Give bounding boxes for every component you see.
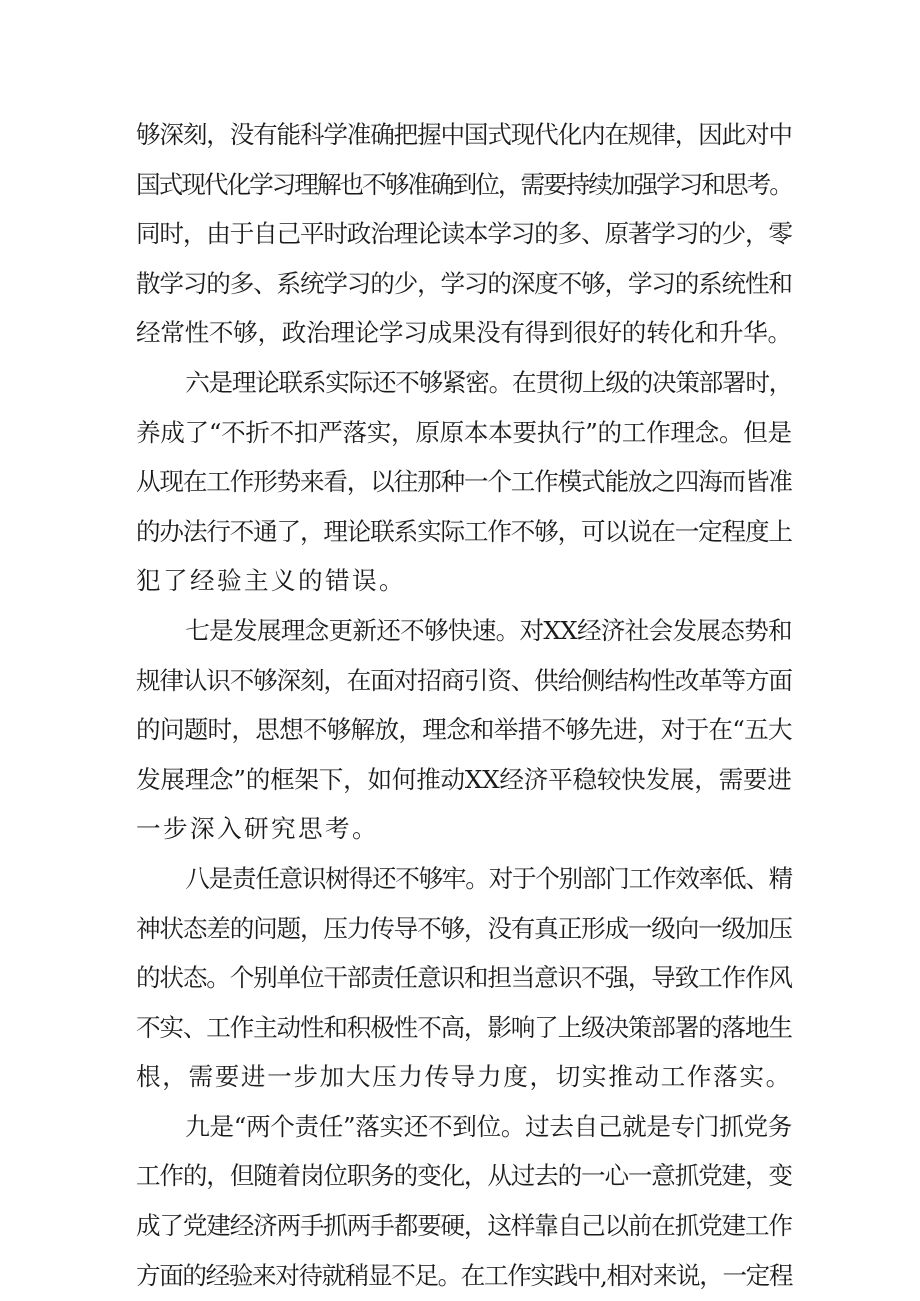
text-line: 够深刻，没有能科学准确把握中国式现代化内在规律，因此对中: [136, 120, 792, 149]
text-line: 散学习的多、系统学习的少，学习的深度不够，学习的系统性和: [136, 268, 792, 298]
text-line: 成了党建经济两手抓两手都要硬，这样靠自己以前在抓党建工作: [136, 1211, 792, 1241]
text-line: 的状态。个别单位干部责任意识和担当意识不强，导致工作作风: [136, 963, 792, 993]
paragraph: [136, 358, 792, 606]
text-line: 八是责任意识树得还不够牢。对于个别部门工作效率低、精: [185, 863, 793, 893]
text-line: 六是理论联系实际还不够紧密。在贯彻上级的决策部署时，: [185, 367, 793, 397]
text-line: 养成了“不折不扣严落实，原原本本要执行”的工作理念。但是: [136, 417, 792, 447]
paragraph: [136, 110, 792, 358]
text-line: 不实、工作主动性和积极性不高，影响了上级决策部署的落地生: [136, 1012, 792, 1042]
text-line: 规律认识不够深刻，在面对招商引资、供给侧结构性改革等方面: [136, 665, 792, 695]
text-line: 犯了经验主义的错误。: [136, 566, 406, 596]
text-line: 的办法行不通了，理论联系实际工作不够，可以说在一定程度上: [136, 516, 792, 546]
text-line: 七是发展理念更新还不够快速。对XX经济社会发展态势和: [185, 615, 792, 645]
text-line: 方面的经验来对待就稍显不足。在工作实践中,相对来说，一定程: [136, 1260, 793, 1290]
paragraph: [136, 606, 792, 854]
paragraph: [136, 1102, 792, 1300]
text-line: 发展理念”的框架下，如何推动XX经济平稳较快发展，需要进: [136, 764, 792, 794]
text-line: 九是“两个责任”落实还不到位。过去自己就是专门抓党务: [185, 1111, 792, 1141]
paragraph: [136, 854, 792, 1102]
text-line: 工作的，但随着岗位职务的变化，从过去的一心一意抓党建，变: [136, 1161, 792, 1191]
text-line: 同时，由于自己平时政治理论读本学习的多、原著学习的少，零: [136, 219, 792, 249]
text-line: 根，需要进一步加大压力传导力度，切实推动工作落实。: [136, 1062, 792, 1092]
text-line: 国式现代化学习理解也不够准确到位，需要持续加强学习和思考。: [136, 169, 792, 199]
text-line: 经常性不够，政治理论学习成果没有得到很好的转化和升华。: [136, 318, 792, 348]
document-body: [136, 110, 792, 1300]
text-line: 的问题时，思想不够解放，理念和举措不够先进，对于在“五大: [136, 715, 792, 745]
text-line: 神状态差的问题，压力传导不够，没有真正形成一级向一级加压: [136, 913, 792, 943]
text-line: 一步深入研究思考。: [136, 814, 379, 844]
text-line: 从现在工作形势来看，以往那种一个工作模式能放之四海而皆准: [136, 467, 792, 497]
